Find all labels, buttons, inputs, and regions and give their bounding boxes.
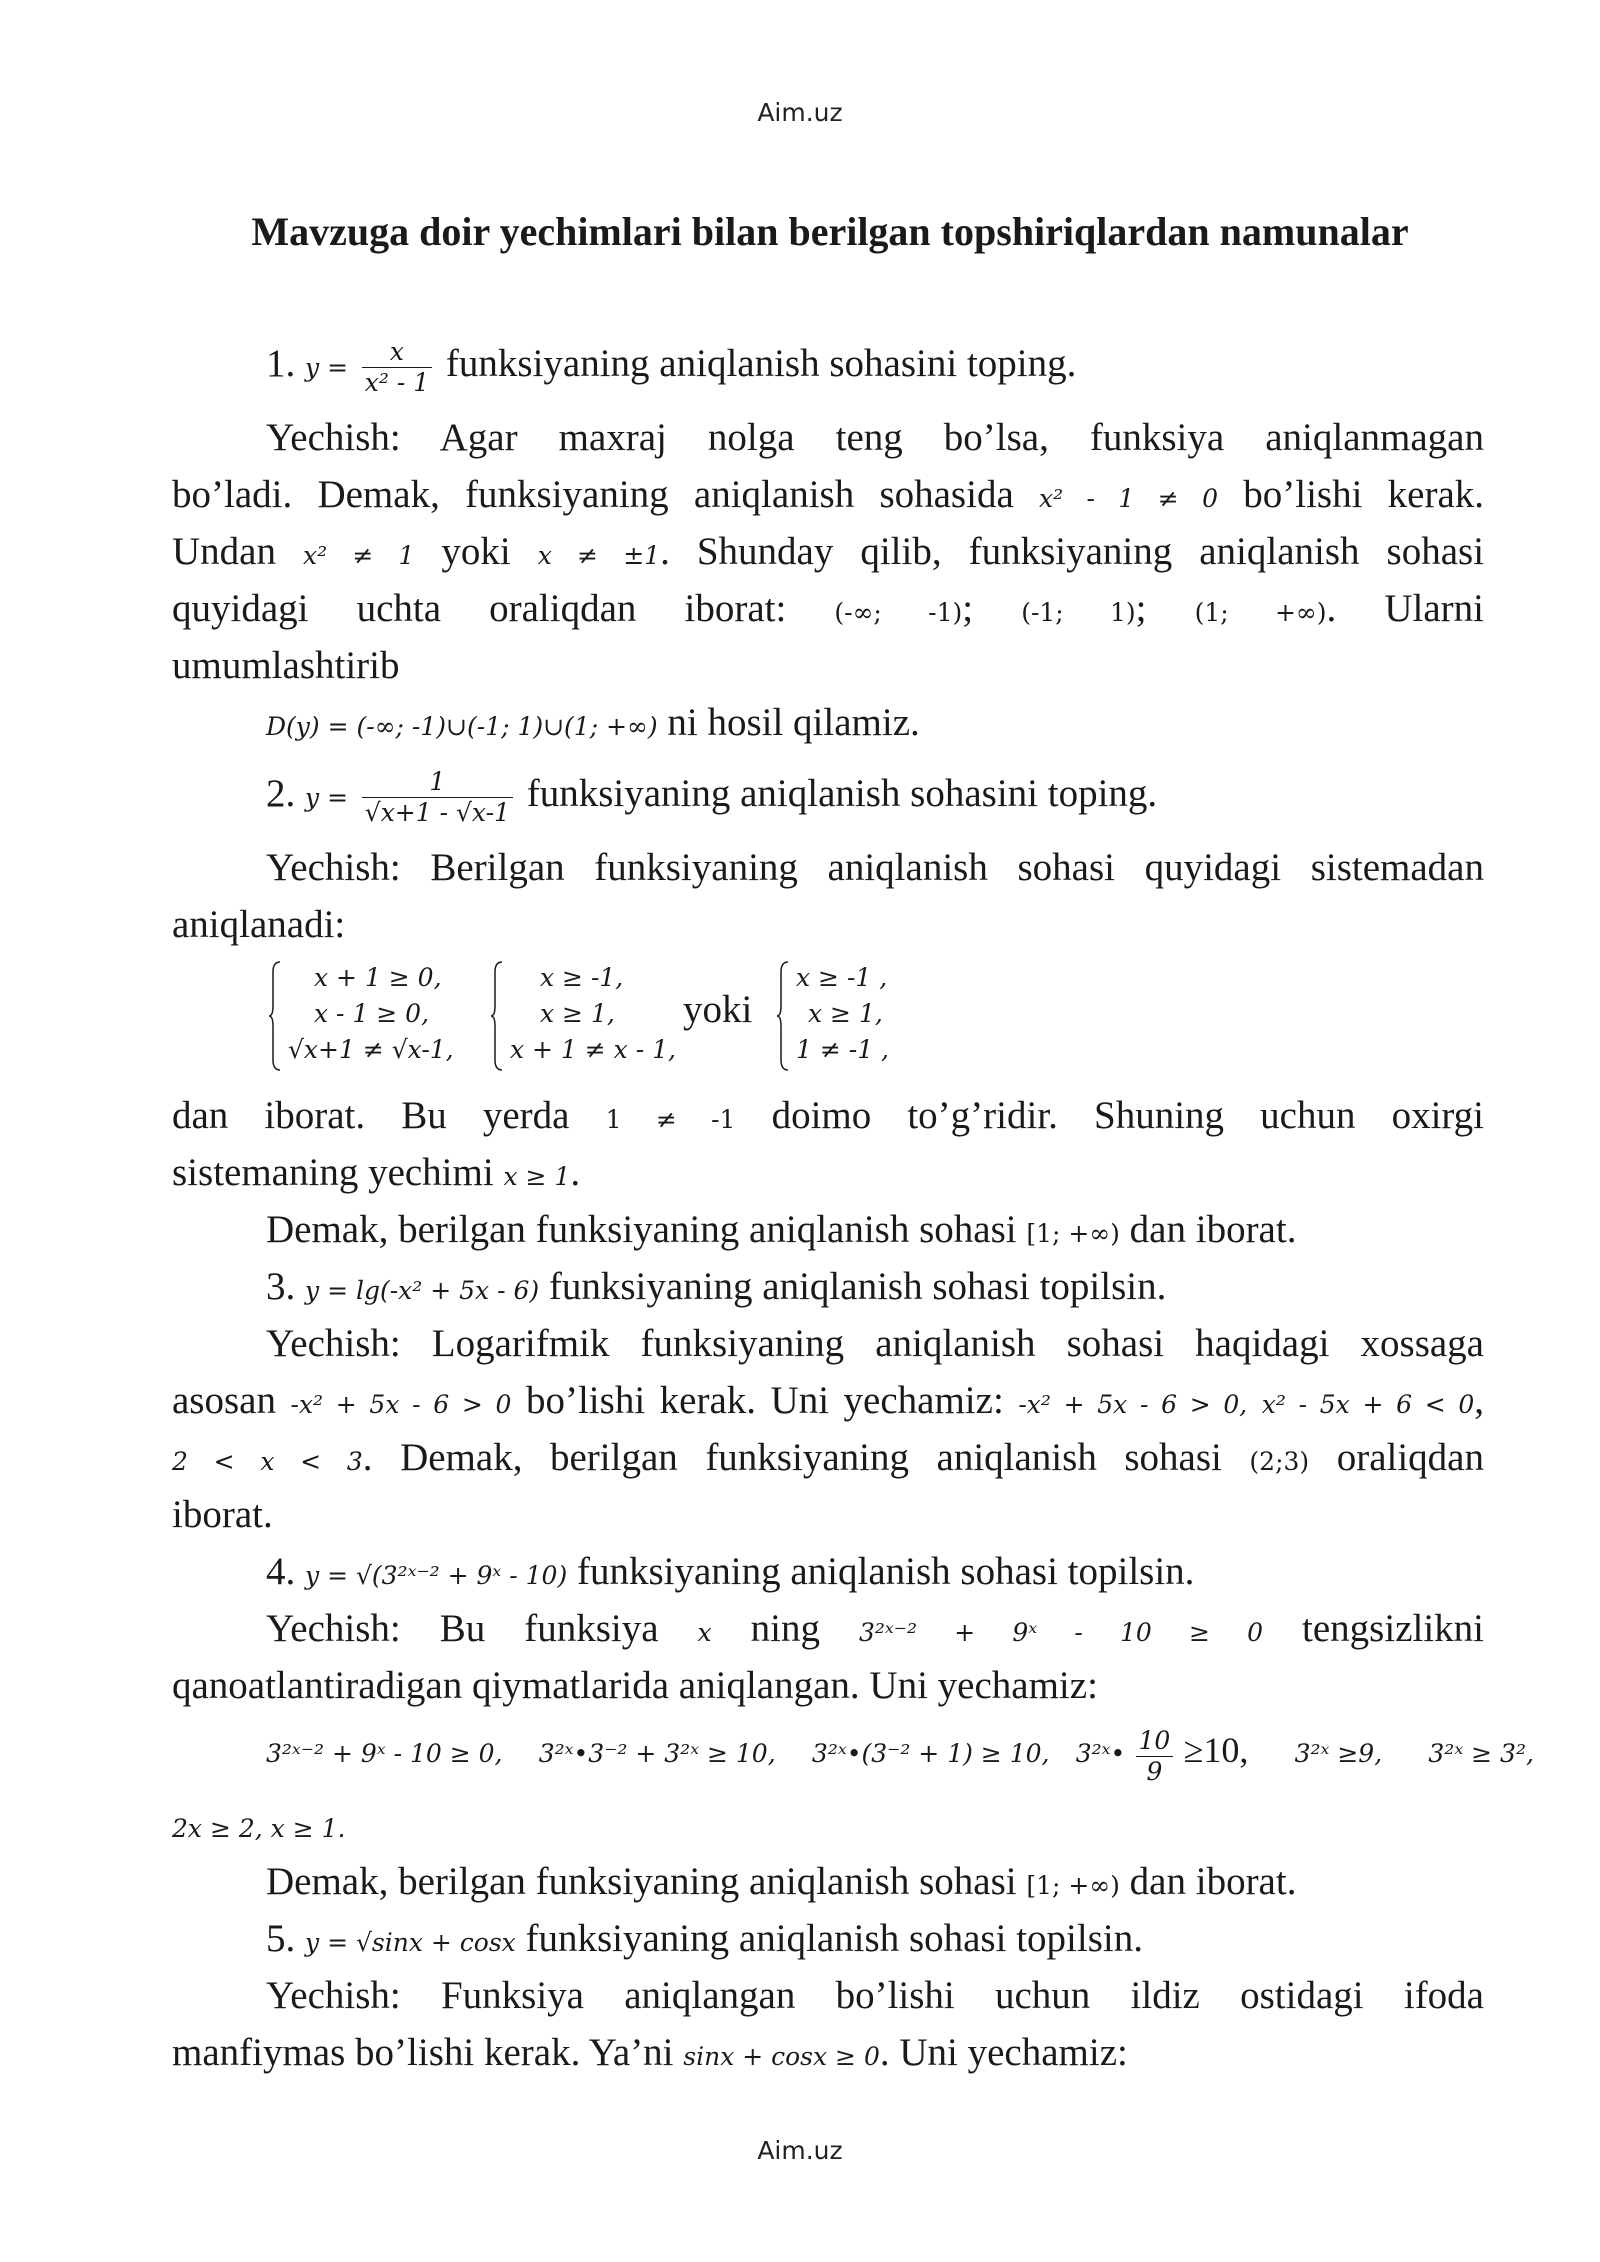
paragraph xyxy=(172,1657,1484,1714)
fraction-numerator: x xyxy=(362,337,432,368)
system-row: x ≥ 1, xyxy=(808,999,883,1028)
system-row: x + 1 ≠ x - 1, xyxy=(510,1035,676,1064)
paragraph xyxy=(266,1201,1484,1262)
text-line: Yechish: Berilgan funksiyaning aniqlanish sohasi quyidagi sistemadan xyxy=(266,846,1484,889)
problem-2 xyxy=(266,765,1484,828)
fraction-numerator: 1 xyxy=(362,767,513,798)
left-brace-icon xyxy=(776,960,790,1072)
text-line: . Shunday qilib, funksiyaning aniqlanish sohasi xyxy=(660,530,1485,573)
problem-number: 5. xyxy=(266,1917,296,1960)
equation-chain xyxy=(266,1722,1534,1787)
paragraph xyxy=(172,637,1484,694)
math-expr: y = xyxy=(305,353,349,382)
text-line: iborat. xyxy=(172,1493,273,1536)
fraction-denominator: x² - 1 xyxy=(364,367,430,397)
text-line: bo’lishi kerak. Uni yechamiz: xyxy=(525,1379,1004,1422)
text-line: Yechish: Logarifmik funksiyaning aniqlanish sohasi haqidagi xossaga xyxy=(266,1322,1484,1365)
text-line: tengsizlikni xyxy=(1302,1607,1485,1650)
text-line: doimo to’g’ridir. Shuning uchun oxirgi xyxy=(771,1094,1485,1137)
paragraph xyxy=(172,409,1484,466)
text-line: . Uni yechamiz: xyxy=(879,2031,1128,2074)
paragraph xyxy=(172,1967,1484,2024)
paragraph xyxy=(172,1144,1484,1205)
page-footer: Aim.uz xyxy=(757,2136,843,2165)
paragraph xyxy=(172,1429,1484,1490)
fraction xyxy=(1136,1726,1174,1787)
system-row: x ≥ -1, xyxy=(540,963,624,992)
problem-text: funksiyaning aniqlanish sohasi topilsin. xyxy=(525,1917,1143,1960)
equation-system-1 xyxy=(268,960,468,1080)
system-row: x ≥ 1, xyxy=(540,999,615,1028)
text-line: yoki xyxy=(441,530,511,573)
system-row: x ≥ -1 , xyxy=(796,963,888,992)
equation-system-2 xyxy=(490,960,676,1080)
problem-5 xyxy=(266,1910,1484,1971)
text-line: Ularni xyxy=(1384,587,1484,630)
text-line: ni hosil qilamiz. xyxy=(667,701,920,744)
text-line: sistemaning yechimi xyxy=(172,1151,494,1194)
math-expr: sinx + cosx ≥ 0 xyxy=(683,2042,880,2071)
problem-text: funksiyaning aniqlanish sohasi topilsin. xyxy=(548,1265,1167,1308)
text-line: oraliqdan xyxy=(1336,1436,1484,1479)
fraction-denominator: √x+1 - √x-1 xyxy=(364,797,510,827)
math-expr: ≥10, xyxy=(1183,1730,1249,1770)
text-line: Yechish: Agar maxraj nolga teng bo’lsa, funksiya aniqlanmagan xyxy=(266,416,1484,459)
text-line: bo’ladi. Demak, funksiyaning aniqlanish sohasida xyxy=(172,473,1014,516)
math-expr: [1; +∞) xyxy=(1026,1219,1120,1248)
math-expr: 3²ˣ• xyxy=(1075,1739,1126,1768)
math-expr: 3²ˣ ≥ 3², xyxy=(1428,1739,1534,1768)
system-row: 1 ≠ -1 , xyxy=(796,1035,889,1064)
math-expr: y = √sinx + cosx xyxy=(305,1928,516,1957)
left-brace-icon xyxy=(268,960,282,1072)
math-expr: (1; +∞) xyxy=(1194,598,1327,627)
text-line: quyidagi uchta oraliqdan iborat: xyxy=(172,587,787,630)
fraction-denominator: 9 xyxy=(1146,1756,1163,1786)
math-expr: x ≠ ±1 xyxy=(537,541,661,570)
math-expr: -x² + 5x - 6 > 0, xyxy=(1018,1390,1248,1419)
text-yoki: yoki xyxy=(683,988,753,1031)
problem-text: funksiyaning aniqlanish sohasini toping. xyxy=(445,342,1077,385)
paragraph xyxy=(172,896,1484,953)
text-line: umumlashtirib xyxy=(172,644,400,687)
math-expr: y = xyxy=(305,783,349,812)
text-line: dan iborat. xyxy=(1129,1208,1297,1251)
page-header: Aim.uz xyxy=(757,98,843,127)
text-line: Undan xyxy=(172,530,276,573)
text-line: Yechish: Bu funksiya xyxy=(266,1607,659,1650)
paragraph xyxy=(172,466,1484,527)
system-rows xyxy=(796,960,889,1068)
system-row: √x+1 ≠ √x-1, xyxy=(288,1035,454,1064)
math-expr: 3²ˣ•(3⁻² + 1) ≥ 10, xyxy=(811,1739,1050,1768)
system-row: x + 1 ≥ 0, xyxy=(314,963,442,992)
fraction-numerator: 10 xyxy=(1136,1726,1174,1757)
math-expr: x ≥ 1 xyxy=(503,1162,571,1191)
math-expr: 3²ˣ⁻² + 9ˣ - 10 ≥ 0, xyxy=(266,1739,503,1768)
math-expr: (-1; 1) xyxy=(1021,598,1136,627)
math-expr: (2;3) xyxy=(1249,1447,1310,1476)
text-line: asosan xyxy=(172,1379,276,1422)
paragraph xyxy=(172,1486,1484,1543)
system-rows xyxy=(510,960,676,1068)
text-line: dan iborat. xyxy=(1129,1860,1297,1903)
text-line: . Demak, berilgan funksiyaning aniqlanish sohasi xyxy=(362,1436,1222,1479)
problem-number: 1. xyxy=(266,342,296,385)
paragraph xyxy=(172,523,1484,584)
text-line: dan iborat. Bu yerda xyxy=(172,1094,570,1137)
paragraph xyxy=(172,839,1484,896)
problem-text: funksiyaning aniqlanish sohasi topilsin. xyxy=(576,1550,1195,1593)
paragraph: asosan -x² + 5x - 6 > 0 bo’lishi kerak. Uni yechamiz: -x² + 5x - 6 > 0, x² - 5x + 6 < 0, xyxy=(172,1379,1485,1422)
page-title: Mavzuga doir yechimlari bilan berilgan topshiriqlardan namunalar xyxy=(251,209,1409,254)
math-expr: 2 < x < 3 xyxy=(172,1447,363,1476)
text-line: Demak, berilgan funksiyaning aniqlanish sohasi xyxy=(266,1860,1017,1903)
math-expr: 3²ˣ•3⁻² + 3²ˣ ≥ 10, xyxy=(538,1739,776,1768)
problem-1 xyxy=(266,335,1484,398)
system-row: x - 1 ≥ 0, xyxy=(314,999,430,1028)
paragraph xyxy=(266,694,1484,755)
paragraph: quyidagi uchta oraliqdan iborat: (-∞; -1); (-1; 1); (1; +∞). Ularni xyxy=(172,587,1484,630)
math-expr: 3²ˣ ≥9, xyxy=(1294,1739,1383,1768)
problem-4 xyxy=(266,1543,1484,1604)
math-expr: (-∞; -1) xyxy=(834,598,963,627)
problem-3 xyxy=(266,1258,1484,1319)
problem-number: 4. xyxy=(266,1550,296,1593)
equation-system-3 xyxy=(776,960,926,1080)
math-expr: 2x ≥ 2, x ≥ 1. xyxy=(172,1814,346,1843)
paragraph xyxy=(266,1853,1484,1914)
text-line: . xyxy=(570,1151,581,1194)
math-expr: [1; +∞) xyxy=(1026,1871,1120,1900)
problem-number: 2. xyxy=(266,772,296,815)
math-expr: x² - 5x + 6 < 0 xyxy=(1261,1390,1475,1419)
left-brace-icon xyxy=(490,960,504,1072)
fraction xyxy=(362,767,513,828)
text-line: Yechish: Funksiya aniqlangan bo’lishi uchun ildiz ostidagi ifoda xyxy=(266,1974,1484,2017)
problem-number: 3. xyxy=(266,1265,296,1308)
text-line: aniqlanadi: xyxy=(172,903,346,946)
math-expr: x xyxy=(697,1618,712,1647)
math-expr: x² ≠ 1 xyxy=(303,541,415,570)
problem-text: funksiyaning aniqlanish sohasini toping. xyxy=(526,772,1158,815)
paragraph xyxy=(172,1087,1484,1148)
paragraph xyxy=(172,1315,1484,1372)
text-line: manfiymas bo’lishi kerak. Ya’ni xyxy=(172,2031,674,2074)
text-line: bo’lishi kerak. xyxy=(1243,473,1485,516)
math-expr: y = √(3²ˣ⁻² + 9ˣ - 10) xyxy=(305,1561,568,1590)
math-expr: x² - 1 ≠ 0 xyxy=(1039,484,1219,513)
math-expr: -x² + 5x - 6 > 0 xyxy=(290,1390,512,1419)
text-line: Demak, berilgan funksiyaning aniqlanish sohasi xyxy=(266,1208,1017,1251)
fraction xyxy=(362,337,432,398)
paragraph xyxy=(172,1796,1484,1857)
paragraph xyxy=(172,2024,1484,2085)
paragraph xyxy=(172,1600,1484,1661)
text-line: qanoatlantiradigan qiymatlarida aniqlangan. Uni yechamiz: xyxy=(172,1664,1098,1707)
math-expr: y = lg(-x² + 5x - 6) xyxy=(305,1276,540,1305)
math-expr: D(y) = (-∞; -1)∪(-1; 1)∪(1; +∞) xyxy=(266,712,658,741)
text-line: ning xyxy=(750,1607,820,1650)
math-expr: 1 ≠ -1 xyxy=(605,1105,736,1134)
math-expr: 3²ˣ⁻² + 9ˣ - 10 ≥ 0 xyxy=(859,1618,1264,1647)
system-rows xyxy=(288,960,454,1068)
